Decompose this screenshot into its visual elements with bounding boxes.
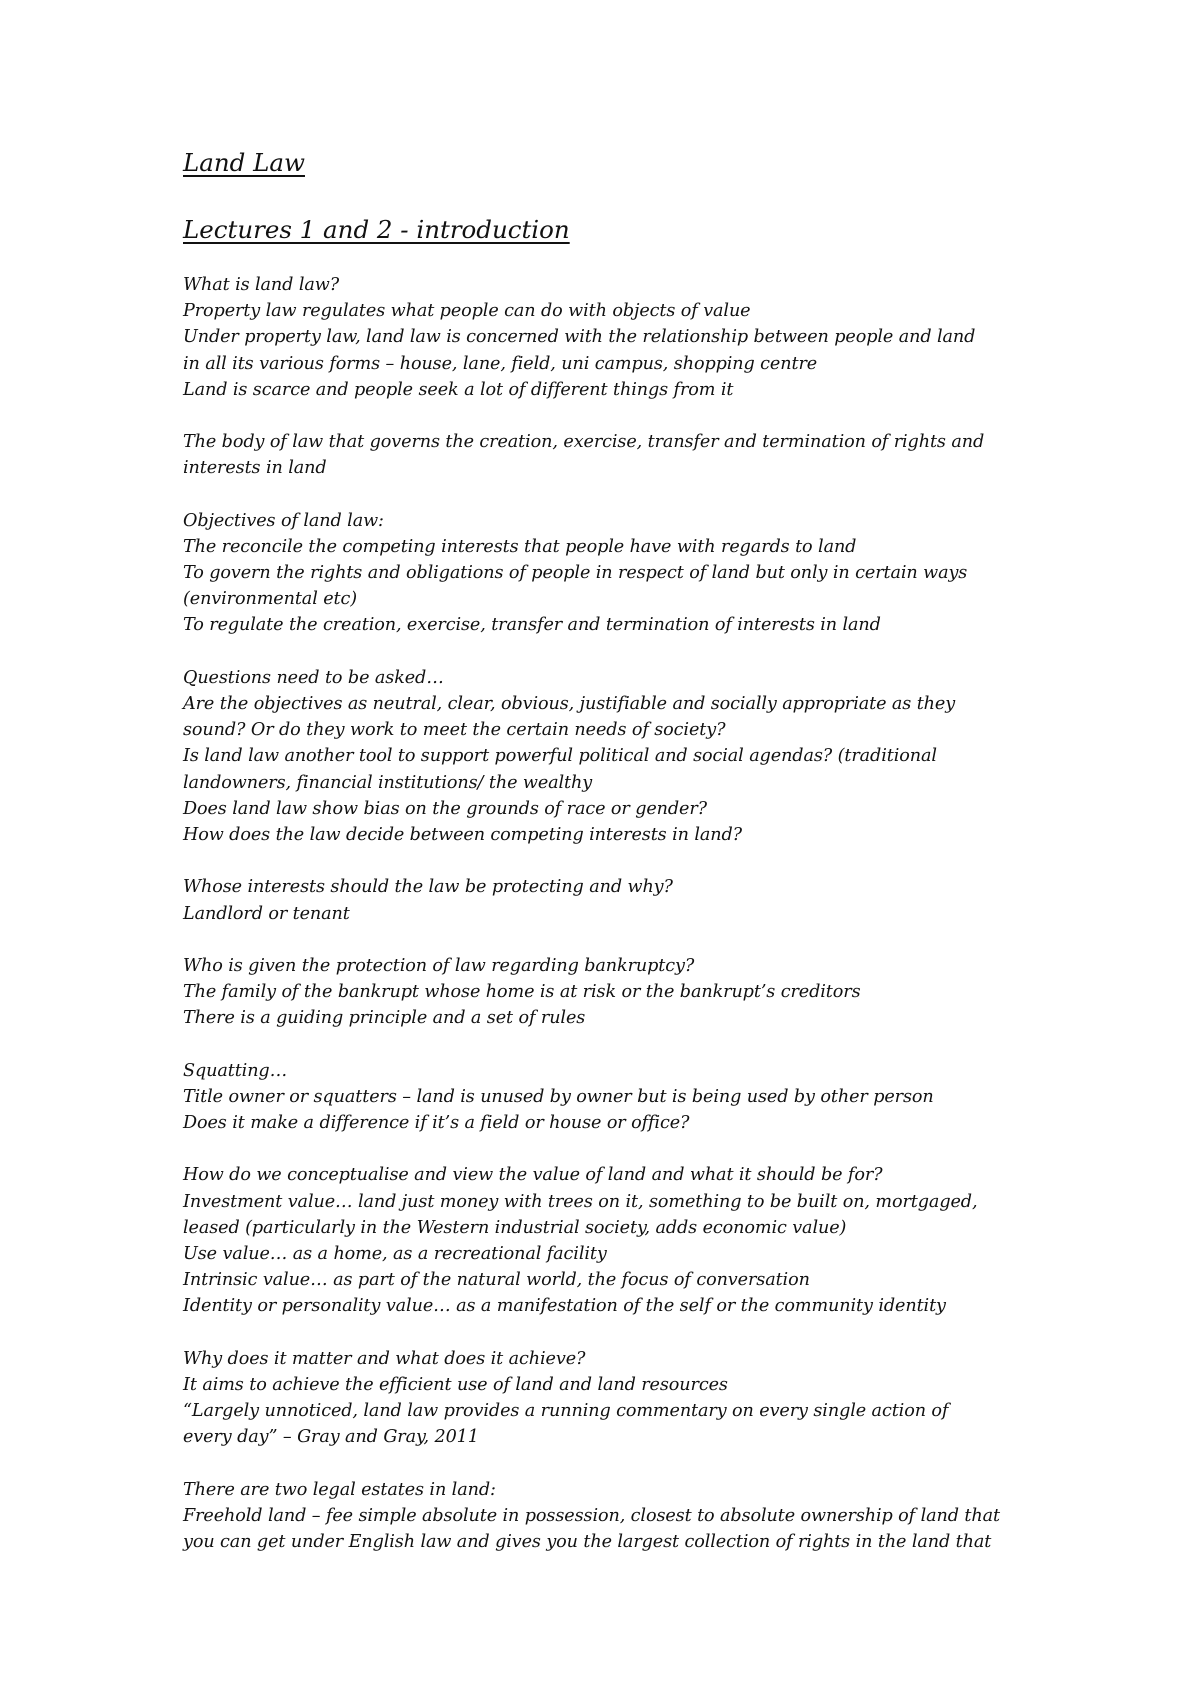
text-line: To regulate the creation, exercise, transfer and termination of interests in land xyxy=(183,615,881,636)
text-line: The body of law that governs the creation, exercise, transfer and termination of rights and xyxy=(183,432,985,453)
text-line: in all its various forms – house, lane, field, uni campus, shopping centre xyxy=(183,353,818,374)
text-line: landowners, financial institutions/ the wealthy xyxy=(183,772,593,793)
text-line: How does the law decide between competing interests in land? xyxy=(183,824,742,845)
paragraph xyxy=(183,1346,1063,1451)
text-line: sound? Or do they work to meet the certain needs of society? xyxy=(183,720,726,741)
paragraph xyxy=(183,429,1063,481)
text-line: How do we conceptualise and view the value of land and what it should be for? xyxy=(183,1165,883,1186)
text-line: Is land law another tool to support powerful political and social agendas? (traditional xyxy=(183,746,937,767)
paragraph-gap xyxy=(183,482,1063,508)
text-line: What is land law? xyxy=(183,275,340,295)
text-line: Title owner or squatters – land is unused by owner but is being used by other person xyxy=(183,1086,934,1107)
text-line: (environmental etc) xyxy=(183,589,358,610)
text-line: interests in land xyxy=(183,458,327,479)
text-line: “Largely unnoticed, land law provides a running commentary on every single action of xyxy=(183,1401,949,1422)
lecture-notes-body xyxy=(183,272,1063,1555)
text-line: Who is given the protection of law regarding bankruptcy? xyxy=(183,955,695,976)
paragraph xyxy=(183,1058,1063,1137)
text-line: Property law regulates what people can do with objects of value xyxy=(183,301,751,322)
text-line: Whose interests should the law be protecting and why? xyxy=(183,877,673,898)
paragraph xyxy=(183,953,1063,1032)
text-line: Investment value… land just money with trees on it, something to be built on, mortgaged, xyxy=(183,1191,978,1212)
paragraph-gap xyxy=(183,1450,1063,1476)
paragraph xyxy=(183,508,1063,639)
text-line: Why does it matter and what does it achieve? xyxy=(183,1348,586,1369)
paragraph-gap xyxy=(183,848,1063,874)
text-line: leased (particularly in the Western industrial society, adds economic value) xyxy=(183,1217,847,1238)
text-line: Does land law show bias on the grounds of race or gender? xyxy=(183,798,708,819)
text-line: every day” – Gray and Gray, 2011 xyxy=(183,1427,479,1448)
text-line: you can get under English law and gives you the largest collection of rights in the land that xyxy=(183,1532,992,1552)
paragraph xyxy=(183,665,1063,848)
text-line: Are the objectives as neutral, clear, obvious, justifiable and socially appropriate as they xyxy=(183,694,956,714)
text-line: The family of the bankrupt whose home is at risk or the bankrupt’s creditors xyxy=(183,982,861,1003)
text-line: Landlord or tenant xyxy=(183,903,350,924)
paragraph xyxy=(183,874,1063,926)
text-line: Intrinsic value… as part of the natural world, the focus of conversation xyxy=(183,1270,810,1291)
text-line: Objectives of land law: xyxy=(183,510,384,531)
text-line: Land is scarce and people seek a lot of different things from it xyxy=(183,379,734,400)
text-line: There is a guiding principle and a set of rules xyxy=(183,1008,586,1029)
paragraph xyxy=(183,1477,1063,1556)
paragraph-gap xyxy=(183,403,1063,429)
paragraph-gap xyxy=(183,1320,1063,1346)
paragraph-gap xyxy=(183,1031,1063,1057)
lecture-heading: Lectures 1 and 2 - introduction xyxy=(183,215,570,244)
text-line: Squatting… xyxy=(183,1060,288,1081)
text-line: There are two legal estates in land: xyxy=(183,1479,496,1500)
text-line: The reconcile the competing interests that people have with regards to land xyxy=(183,536,857,557)
text-line: Use value… as a home, as a recreational facility xyxy=(183,1243,607,1264)
text-line: To govern the rights and obligations of people in respect of land but only in certain ways xyxy=(183,563,968,584)
text-line: Freehold land – fee simple absolute in possession, closest to absolute ownership of land that xyxy=(183,1505,1000,1526)
paragraph-gap xyxy=(183,927,1063,953)
text-line: It aims to achieve the efficient use of land and land resources xyxy=(183,1374,728,1395)
text-line: Identity or personality value… as a manifestation of the self or the community identity xyxy=(183,1296,946,1317)
text-line: Does it make a difference if it’s a field or house or office? xyxy=(183,1113,690,1133)
text-line: Questions need to be asked… xyxy=(183,667,444,688)
paragraph-gap xyxy=(183,639,1063,665)
paragraph xyxy=(183,1162,1063,1319)
text-line: Under property law, land law is concerned with the relationship between people and land xyxy=(183,327,976,348)
document-title: Land Law xyxy=(183,148,305,177)
paragraph xyxy=(183,272,1063,403)
paragraph-gap xyxy=(183,1136,1063,1162)
